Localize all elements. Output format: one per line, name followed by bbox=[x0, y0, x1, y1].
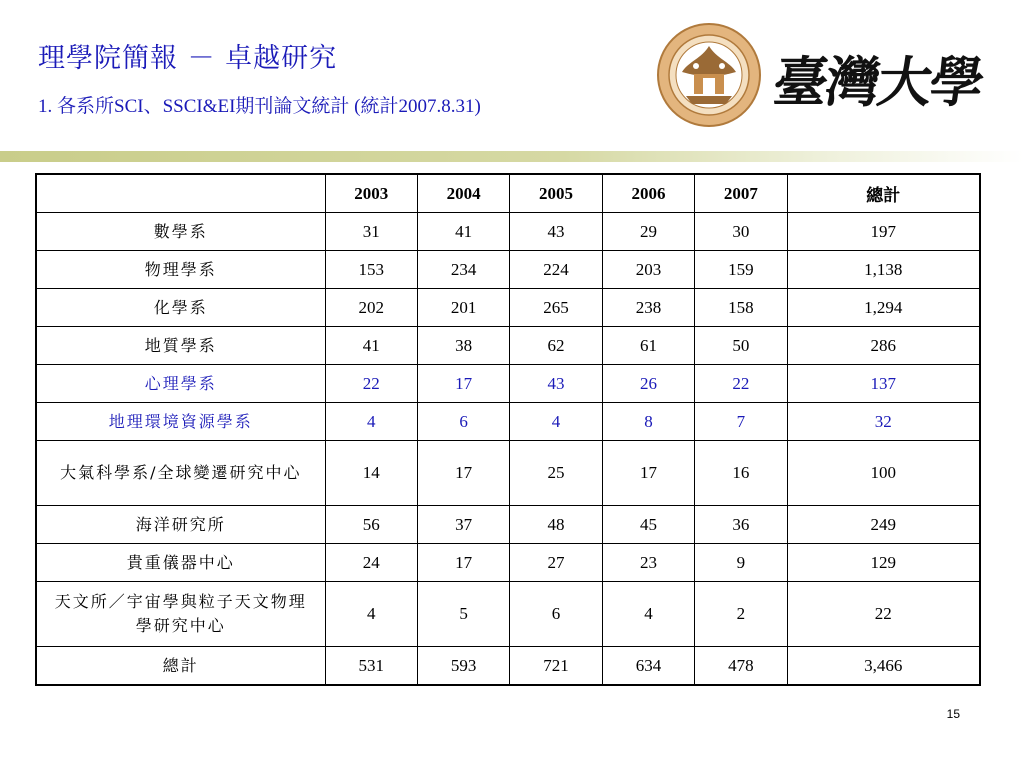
year-value-cell: 153 bbox=[325, 251, 417, 289]
total-value-cell: 1,138 bbox=[787, 251, 980, 289]
year-value-cell: 43 bbox=[510, 213, 602, 251]
year-value-cell: 4 bbox=[325, 403, 417, 441]
year-value-cell: 4 bbox=[325, 582, 417, 647]
year-value-cell: 14 bbox=[325, 441, 417, 506]
year-value-cell: 36 bbox=[695, 506, 787, 544]
year-value-cell: 721 bbox=[510, 647, 602, 686]
total-value-cell: 32 bbox=[787, 403, 980, 441]
year-value-cell: 26 bbox=[602, 365, 694, 403]
table-row bbox=[36, 441, 980, 506]
year-value-cell: 62 bbox=[510, 327, 602, 365]
year-value-cell: 4 bbox=[602, 582, 694, 647]
total-value-cell: 1,294 bbox=[787, 289, 980, 327]
page-number: 15 bbox=[946, 707, 960, 721]
table-row bbox=[36, 403, 980, 441]
year-value-cell: 24 bbox=[325, 544, 417, 582]
year-value-cell: 8 bbox=[602, 403, 694, 441]
year-value-cell: 234 bbox=[417, 251, 509, 289]
year-value-cell: 634 bbox=[602, 647, 694, 686]
table-row bbox=[36, 647, 980, 686]
header-cell-3: 2005 bbox=[510, 174, 602, 213]
total-value-cell: 100 bbox=[787, 441, 980, 506]
year-value-cell: 37 bbox=[417, 506, 509, 544]
year-value-cell: 593 bbox=[417, 647, 509, 686]
year-value-cell: 202 bbox=[325, 289, 417, 327]
header-cell-1: 2003 bbox=[325, 174, 417, 213]
year-value-cell: 43 bbox=[510, 365, 602, 403]
year-value-cell: 17 bbox=[417, 441, 509, 506]
year-value-cell: 22 bbox=[325, 365, 417, 403]
year-value-cell: 41 bbox=[325, 327, 417, 365]
table-header-row bbox=[36, 174, 980, 213]
university-name-logo bbox=[769, 34, 992, 130]
year-value-cell: 22 bbox=[695, 365, 787, 403]
table-row bbox=[36, 582, 980, 647]
dept-name-cell: 物理學系 bbox=[36, 251, 325, 289]
total-value-cell: 129 bbox=[787, 544, 980, 582]
table-row bbox=[36, 251, 980, 289]
year-value-cell: 50 bbox=[695, 327, 787, 365]
year-value-cell: 7 bbox=[695, 403, 787, 441]
year-value-cell: 31 bbox=[325, 213, 417, 251]
year-value-cell: 159 bbox=[695, 251, 787, 289]
dept-name-cell: 總計 bbox=[36, 647, 325, 686]
header-cell-dept bbox=[36, 174, 325, 213]
total-value-cell: 137 bbox=[787, 365, 980, 403]
year-value-cell: 6 bbox=[417, 403, 509, 441]
year-value-cell: 9 bbox=[695, 544, 787, 582]
dept-name-cell: 數學系 bbox=[36, 213, 325, 251]
year-value-cell: 4 bbox=[510, 403, 602, 441]
dept-name-cell: 化學系 bbox=[36, 289, 325, 327]
year-value-cell: 61 bbox=[602, 327, 694, 365]
header-divider-band bbox=[0, 151, 1024, 162]
dept-name-cell: 地質學系 bbox=[36, 327, 325, 365]
year-value-cell: 27 bbox=[510, 544, 602, 582]
year-value-cell: 25 bbox=[510, 441, 602, 506]
header-cell-6: 總計 bbox=[787, 174, 980, 213]
total-value-cell: 197 bbox=[787, 213, 980, 251]
year-value-cell: 224 bbox=[510, 251, 602, 289]
slide-title: 理學院簡報 － 卓越研究 bbox=[38, 43, 338, 74]
table-row bbox=[36, 289, 980, 327]
year-value-cell: 17 bbox=[417, 365, 509, 403]
year-value-cell: 201 bbox=[417, 289, 509, 327]
header-cell-5: 2007 bbox=[695, 174, 787, 213]
year-value-cell: 16 bbox=[695, 441, 787, 506]
year-value-cell: 478 bbox=[695, 647, 787, 686]
header-cell-2: 2004 bbox=[417, 174, 509, 213]
year-value-cell: 29 bbox=[602, 213, 694, 251]
table-row bbox=[36, 506, 980, 544]
year-value-cell: 2 bbox=[695, 582, 787, 647]
dept-name-cell: 貴重儀器中心 bbox=[36, 544, 325, 582]
table-row bbox=[36, 327, 980, 365]
year-value-cell: 17 bbox=[417, 544, 509, 582]
seal-icon bbox=[656, 22, 762, 128]
slide-subtitle: 1. 各系所SCI、SSCI&EI期刊論文統計 (統計2007.8.31) bbox=[38, 96, 481, 117]
dept-name-cell: 地理環境資源學系 bbox=[36, 403, 325, 441]
total-value-cell: 286 bbox=[787, 327, 980, 365]
publication-stats-table bbox=[35, 173, 981, 686]
university-seal-logo bbox=[656, 22, 762, 128]
table-row bbox=[36, 365, 980, 403]
year-value-cell: 45 bbox=[602, 506, 694, 544]
year-value-cell: 41 bbox=[417, 213, 509, 251]
dept-name-cell: 海洋研究所 bbox=[36, 506, 325, 544]
year-value-cell: 5 bbox=[417, 582, 509, 647]
year-value-cell: 56 bbox=[325, 506, 417, 544]
year-value-cell: 30 bbox=[695, 213, 787, 251]
dept-name-cell: 天文所／宇宙學與粒子天文物理學研究中心 bbox=[36, 582, 325, 647]
logo-calligraphy: 臺灣大學 bbox=[769, 50, 987, 114]
total-value-cell: 3,466 bbox=[787, 647, 980, 686]
year-value-cell: 48 bbox=[510, 506, 602, 544]
table-row bbox=[36, 213, 980, 251]
year-value-cell: 17 bbox=[602, 441, 694, 506]
year-value-cell: 23 bbox=[602, 544, 694, 582]
year-value-cell: 6 bbox=[510, 582, 602, 647]
total-value-cell: 249 bbox=[787, 506, 980, 544]
year-value-cell: 158 bbox=[695, 289, 787, 327]
year-value-cell: 531 bbox=[325, 647, 417, 686]
year-value-cell: 203 bbox=[602, 251, 694, 289]
year-value-cell: 238 bbox=[602, 289, 694, 327]
header-cell-4: 2006 bbox=[602, 174, 694, 213]
year-value-cell: 38 bbox=[417, 327, 509, 365]
dept-name-cell: 心理學系 bbox=[36, 365, 325, 403]
dept-name-cell: 大氣科學系/全球變遷研究中心 bbox=[36, 441, 325, 506]
table-body bbox=[36, 213, 980, 686]
total-value-cell: 22 bbox=[787, 582, 980, 647]
year-value-cell: 265 bbox=[510, 289, 602, 327]
table-row bbox=[36, 544, 980, 582]
